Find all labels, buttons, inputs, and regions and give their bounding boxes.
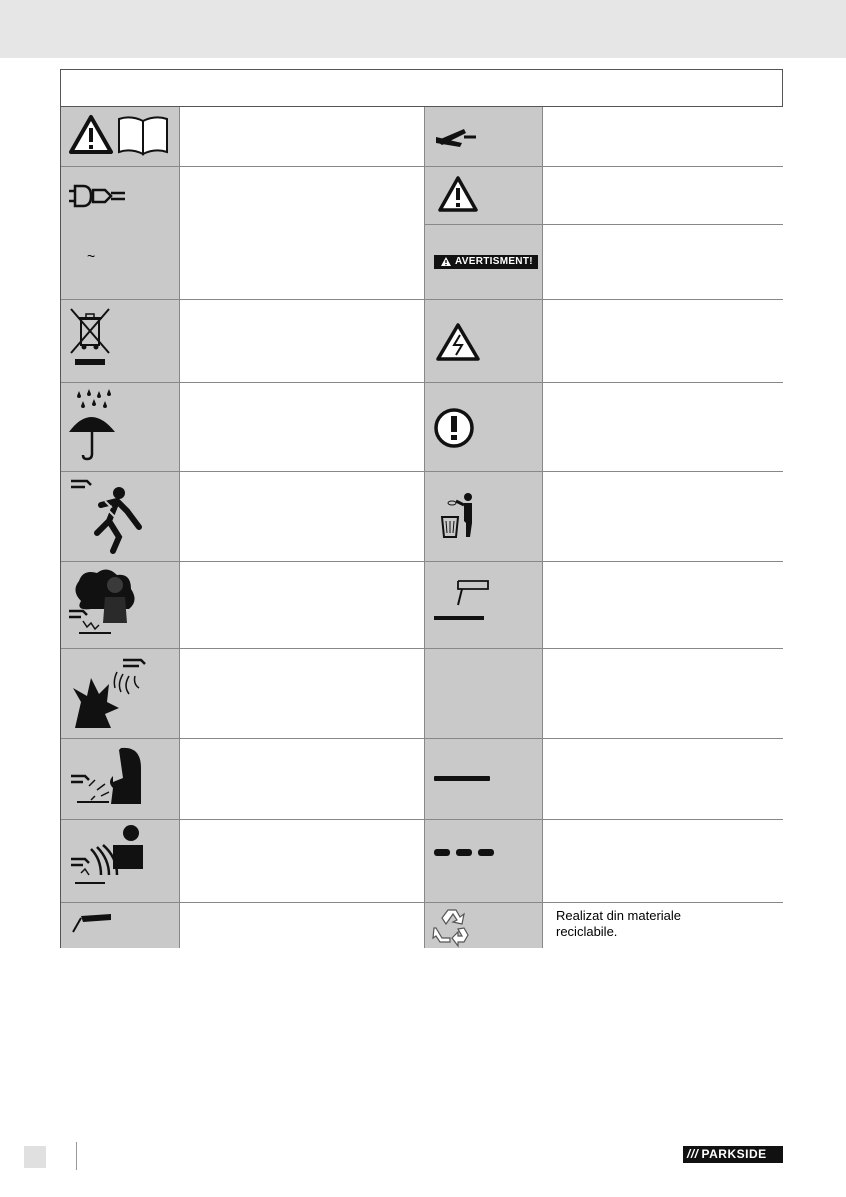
text-cell-blank — [542, 648, 783, 738]
grid-line — [61, 382, 783, 383]
text-cell-torch — [179, 902, 424, 948]
weee-bin-icon — [61, 299, 179, 382]
welding-torch-icon — [61, 902, 179, 948]
icon-cell-clamp — [424, 107, 542, 166]
footer-divider — [76, 1142, 77, 1170]
text-cell-shock — [179, 471, 424, 561]
brand-name: PARKSIDE — [701, 1147, 767, 1161]
icon-cell-rain — [61, 382, 179, 471]
icon-cell-mains — [61, 166, 179, 299]
dashed-line-icon — [424, 819, 542, 902]
brand-logo — [683, 1146, 783, 1163]
mains-plug-icon — [61, 166, 179, 299]
warning-triangle-icon — [61, 107, 179, 166]
text-cell-dashed-line — [542, 819, 783, 902]
manual-book-icon — [119, 117, 167, 154]
text-cell-electric — [542, 299, 783, 382]
icon-cell-blank — [424, 648, 542, 738]
litter-bin-icon — [424, 471, 542, 561]
rain-umbrella-icon — [61, 382, 179, 471]
electric-shock-icon — [61, 471, 179, 561]
grid-line — [61, 902, 783, 903]
grid-line — [61, 738, 783, 739]
text-cell-warning — [542, 166, 783, 224]
text-cell-attention — [542, 382, 783, 471]
icon-cell-fumes — [61, 561, 179, 648]
text-cell-recycle — [542, 902, 783, 948]
text-cell-litter — [542, 471, 783, 561]
icon-cell-electrode — [424, 561, 542, 648]
text-cell-fumes — [179, 561, 424, 648]
table-title-row — [61, 70, 782, 107]
text-cell-avertisment — [542, 224, 783, 299]
icon-cell-shock — [61, 471, 179, 561]
text-cell-mask — [179, 738, 424, 819]
electrode-workpiece-icon — [424, 561, 542, 648]
icon-cell-recycle — [424, 902, 542, 948]
recycle-caption: Realizat din materiale reciclabile. — [556, 908, 682, 939]
icon-cell-attention — [424, 382, 542, 471]
icon-cell-avertisment — [424, 224, 542, 299]
grid-line — [61, 166, 424, 167]
ac-tilde-label: ~ — [87, 248, 96, 264]
icon-cell-radiation — [61, 819, 179, 902]
text-cell-electrode — [542, 561, 783, 648]
warning-triangle-icon — [424, 166, 542, 224]
grid-line — [61, 819, 783, 820]
welding-fumes-icon — [61, 561, 179, 648]
icon-cell-litter — [424, 471, 542, 561]
recycle-icon — [424, 902, 542, 948]
text-cell-rain — [179, 382, 424, 471]
grid-line — [424, 166, 783, 167]
grid-line — [179, 107, 180, 948]
page-number-tab — [24, 1146, 46, 1168]
page-header-band — [0, 0, 846, 58]
icon-cell-explosion — [61, 648, 179, 738]
avertisment-label: AVERTISMENT! — [455, 256, 533, 267]
icon-cell-warning — [424, 166, 542, 224]
icon-cell-solid-line — [424, 738, 542, 819]
exclamation-circle-icon — [424, 382, 542, 471]
grid-line — [61, 648, 783, 649]
grid-line — [61, 561, 783, 562]
explosion-sparks-icon — [61, 648, 179, 738]
grid-line — [542, 107, 543, 948]
text-cell-clamp — [542, 107, 783, 166]
text-cell-explosion — [179, 648, 424, 738]
icon-cell-manual — [61, 107, 179, 166]
grid-line — [424, 224, 783, 225]
text-cell-manual — [179, 107, 424, 166]
radiation-person-icon — [61, 819, 179, 902]
text-cell-solid-line — [542, 738, 783, 819]
symbols-table — [60, 69, 783, 948]
grid-line — [424, 107, 425, 948]
electric-hazard-icon — [424, 299, 542, 382]
icon-cell-weee — [61, 299, 179, 382]
welding-mask-icon — [61, 738, 179, 819]
brand-slashes: /// — [687, 1147, 699, 1161]
icon-cell-electric — [424, 299, 542, 382]
grid-line — [61, 471, 783, 472]
icon-cell-dashed-line — [424, 819, 542, 902]
ground-clamp-icon — [424, 107, 542, 166]
text-cell-mains — [179, 166, 424, 299]
text-cell-weee — [179, 299, 424, 382]
grid-line — [424, 299, 783, 300]
icon-cell-mask — [61, 738, 179, 819]
text-cell-radiation — [179, 819, 424, 902]
icon-cell-torch — [61, 902, 179, 948]
solid-line-icon — [424, 738, 542, 819]
grid-line — [61, 299, 424, 300]
